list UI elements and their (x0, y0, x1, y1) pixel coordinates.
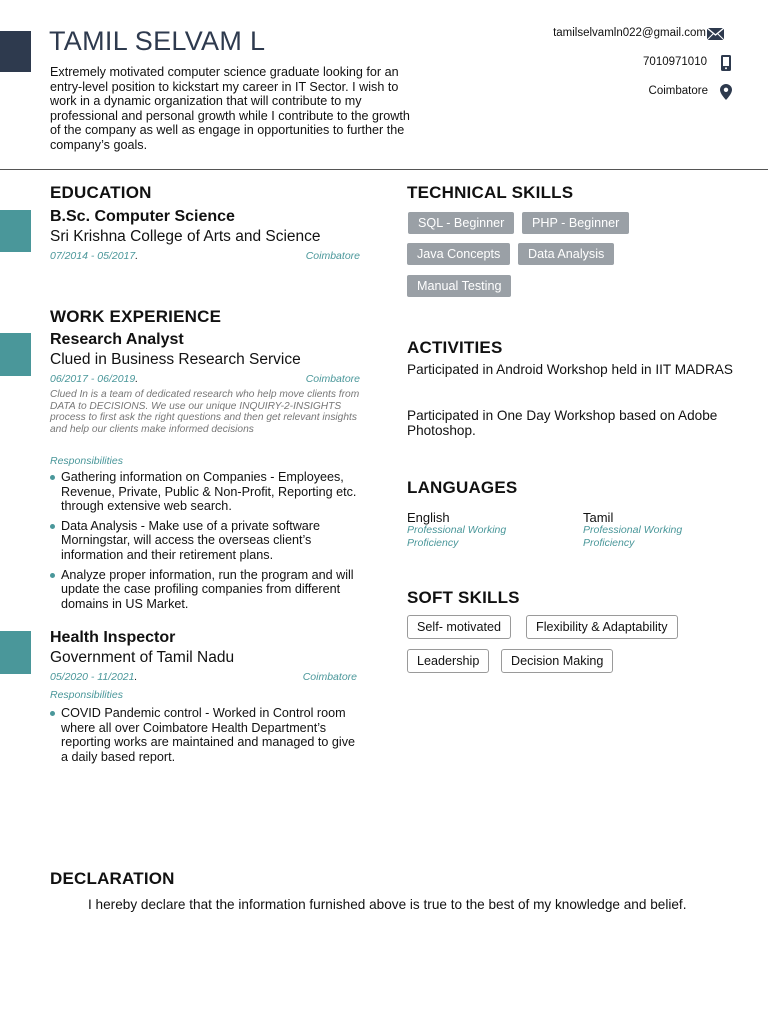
language-name: Tamil (583, 510, 614, 525)
list-item: COVID Pandemic control - Worked in Control room where all over Coimbatore Health Department’s reporting works are maintained and managed to give a daily based report. (50, 706, 360, 764)
education-degree: B.Sc. Computer Science (50, 208, 235, 225)
job2-accent-bar (0, 631, 31, 674)
activities-heading: ACTIVITIES (407, 338, 503, 357)
education-heading: EDUCATION (50, 183, 152, 202)
job2-dates: 05/2020 - 11/2021. (50, 671, 138, 683)
list-item: Data Analysis - Make use of a private software Morningstar, will access the overseas client’s information and their retirement plans. (50, 519, 360, 563)
bullet-dot (50, 475, 55, 480)
languages-heading: LANGUAGES (407, 478, 518, 497)
skill-tag-manual-testing: Manual Testing (407, 275, 511, 297)
bullet-dot (50, 573, 55, 578)
header-accent-bar (0, 31, 31, 72)
language-name: English (407, 510, 450, 525)
activity-item: Participated in Android Workshop held in IIT MADRAS (407, 362, 733, 377)
activity-item: Participated in One Day Workshop based on Adobe Photoshop. (407, 408, 718, 438)
job2-company: Government of Tamil Nadu (50, 649, 235, 666)
education-dates: 07/2014 - 05/2017. (50, 250, 139, 262)
location-pin-icon (720, 84, 732, 100)
candidate-name: TAMIL SELVAM L (49, 26, 266, 56)
location-text: Coimbatore (648, 85, 708, 97)
phone-text[interactable]: 7010971010 (643, 56, 707, 68)
bullet-dot (50, 524, 55, 529)
job1-place: Coimbatore (305, 373, 360, 385)
skill-tag-java: Java Concepts (407, 243, 510, 265)
job2-responsibilities-label: Responsibilities (50, 689, 123, 701)
skill-tag-php: PHP - Beginner (522, 212, 629, 234)
list-item: Analyze proper information, run the program and will update the case profiling companies from different domains in US Market. (50, 568, 360, 612)
language-level: Professional Working Proficiency (407, 524, 507, 549)
soft-skill-tag: Flexibility & Adaptability (526, 615, 678, 639)
education-place: Coimbatore (305, 250, 360, 262)
soft-skill-tag: Self- motivated (407, 615, 511, 639)
header-divider (0, 169, 768, 170)
work-experience-heading: WORK EXPERIENCE (50, 307, 222, 326)
job1-accent-bar (0, 333, 31, 376)
soft-skill-tag: Leadership (407, 649, 489, 673)
job1-responsibilities-label: Responsibilities (50, 455, 123, 467)
job1-description: Clued In is a team of dedicated research who help move clients from DATA to DECISIONS. We use our unique INQUIRY-2-INSIGHTS process to first ask the right questions and then get relevant insights and help our clients make informed decisions (50, 389, 360, 435)
envelope-icon (707, 28, 724, 40)
skill-tag-sql: SQL - Beginner (408, 212, 514, 234)
list-item: Gathering information on Companies - Employees, Revenue, Private, Public & Non-Profit, Reporting etc. through extensive web search. (50, 470, 360, 514)
job1-company: Clued in Business Research Service (50, 351, 301, 368)
email-text[interactable]: tamilselvamln022@gmail.com (553, 27, 706, 39)
technical-skills-heading: TECHNICAL SKILLS (407, 183, 574, 202)
skill-tag-data-analysis: Data Analysis (518, 243, 614, 265)
language-level: Professional Working Proficiency (583, 524, 683, 549)
job2-title: Health Inspector (50, 629, 176, 646)
bullet-dot (50, 711, 55, 716)
job1-title: Research Analyst (50, 331, 184, 348)
job1-responsibilities-list (50, 470, 360, 616)
phone-icon (721, 55, 731, 71)
declaration-heading: DECLARATION (50, 869, 175, 888)
soft-skills-heading: SOFT SKILLS (407, 588, 520, 607)
soft-skill-tag: Decision Making (501, 649, 613, 673)
job1-dates: 06/2017 - 06/2019. (50, 373, 139, 385)
job2-place: Coimbatore (302, 671, 357, 683)
education-institution: Sri Krishna College of Arts and Science (50, 228, 321, 245)
profile-summary: Extremely motivated computer science graduate looking for an entry-level position to kickstart my career in IT Sector. I wish to work in a dynamic organization that will contribute to my professional and personal growth while I contribute to the growth of the company as well as engage in opportunities to further the company’s goals. (50, 65, 410, 152)
education-accent-bar (0, 210, 31, 252)
job2-responsibilities-list (50, 706, 360, 769)
declaration-text: I hereby declare that the information furnished above is true to the best of my knowledge and belief. (88, 897, 687, 912)
